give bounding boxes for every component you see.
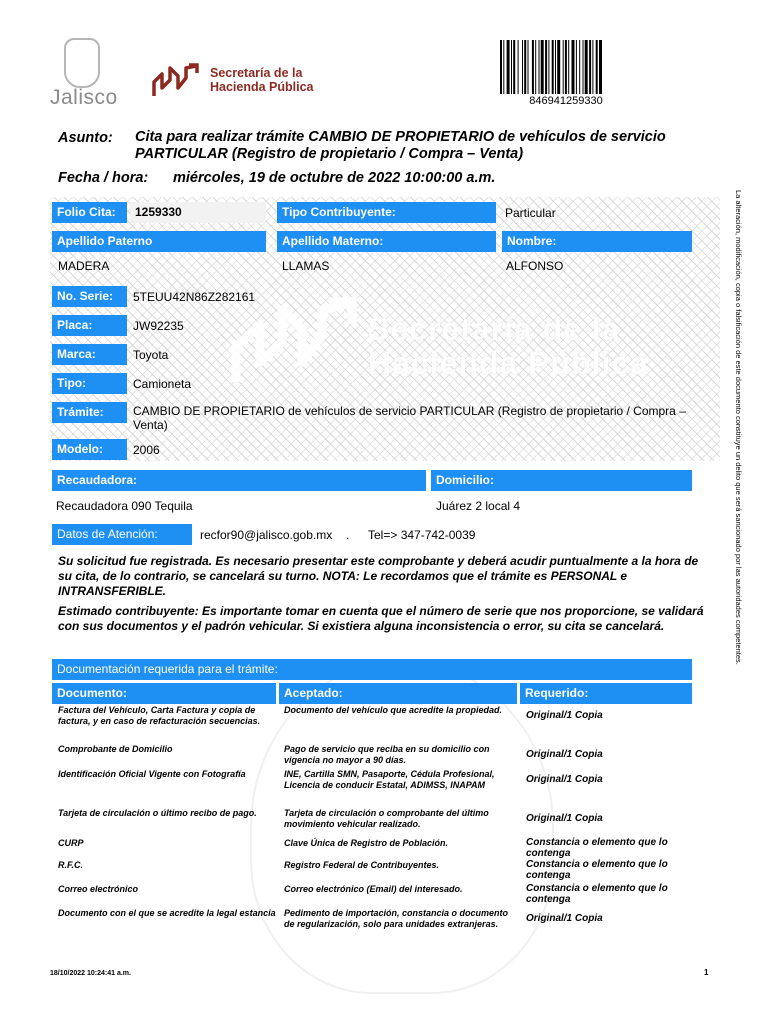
jalisco-wordmark: Jalisco	[50, 86, 118, 109]
barcode-bar	[500, 40, 502, 94]
asunto-label: Asunto:	[58, 130, 113, 146]
doc-row-aceptado: INE, Cartilla SMN, Pasaporte, Cédula Profesional, Licencia de conducir Estatal, ADIMSS, INAPAM	[284, 769, 495, 790]
doc-row-documento: Factura del Vehículo, Carta Factura y copia de factura, y en caso de refacturación secuencias.	[58, 705, 261, 726]
footer-timestamp: 18/10/2022 10:24:41 a.m.	[50, 970, 131, 977]
barcode-bar	[548, 40, 549, 94]
doc-row-aceptado: Correo electrónico (Email) del interesado.	[284, 884, 463, 894]
doc-row-documento: Correo electrónico	[58, 884, 139, 894]
tramite-value: CAMBIO DE PROPIETARIO de vehículos de servicio PARTICULAR (Registro de propietario / Compra – Venta)	[133, 404, 686, 432]
barcode	[500, 40, 632, 94]
barcode-bar	[524, 40, 526, 94]
doc-row-aceptado: Clave Única de Registro de Población.	[284, 838, 449, 848]
barcode-bar	[599, 40, 602, 94]
barcode-bar	[596, 40, 598, 94]
doc-row-documento: Comprobante de Domicilio	[58, 744, 173, 754]
docs-section-title: Documentación requerida para el trámite:	[52, 659, 692, 680]
apellido-materno-value: LLAMAS	[282, 259, 330, 273]
hacienda-line-1: Secretaría de la	[210, 66, 303, 80]
barcode-bar	[518, 40, 519, 94]
barcode-bar	[511, 40, 512, 94]
barcode-bar	[572, 40, 575, 94]
doc-row-aceptado: Registro Federal de Contribuyentes.	[284, 860, 440, 870]
barcode-bar	[541, 40, 544, 94]
barcode-bar	[576, 40, 577, 94]
barcode-bar	[565, 40, 567, 94]
doc-row-requerido: Original/1 Copia	[526, 813, 603, 824]
serie-label: No. Serie:	[52, 286, 127, 307]
barcode-bar	[507, 40, 510, 94]
doc-row-documento: Identificación Oficial Vigente con Fotografía	[58, 769, 246, 779]
footer-page-number: 1	[704, 968, 709, 977]
watermark-line-2: Hacienda Pública	[368, 345, 649, 381]
barcode-number: 846941259330	[529, 95, 603, 107]
registration-note: Su solicitud fue registrada. Es necesario presentar este comprobante y deberá acudir puntualmente a la hora de su cita, de lo contrario, se cancelará su turno. NOTA: Le recordamos que el trámite es PERSONAL e INTRANSFERIBLE.	[58, 554, 699, 598]
placa-label: Placa:	[52, 315, 127, 336]
hacienda-line-2: Hacienda Pública	[210, 80, 314, 94]
fecha-label: Fecha / hora:	[58, 170, 149, 186]
doc-row-requerido: Original/1 Copia	[526, 774, 603, 785]
tramite-label: Trámite:	[52, 402, 127, 423]
hacienda-logo	[152, 60, 332, 98]
barcode-bar	[589, 40, 591, 94]
barcode-bar	[583, 40, 584, 94]
docs-col-aceptado: Aceptado:	[279, 683, 517, 704]
atencion-phone: Tel=> 347-742-0039	[368, 528, 476, 542]
serial-validation-note: Estimado contribuyente: Es importante tomar en cuenta que el número de serie que nos proporcione, se validará con sus documentos y el padrón vehicular. Si existiera alguna inconsistencia o error, su cita se cancelará.	[58, 604, 704, 633]
marca-label: Marca:	[52, 344, 127, 365]
barcode-bar	[552, 40, 554, 94]
hacienda-chart-icon	[152, 62, 204, 98]
doc-row-requerido: Original/1 Copia	[526, 749, 603, 760]
nombre-value: ALFONSO	[506, 259, 564, 273]
doc-row-documento: Tarjeta de circulación o último recibo de pago.	[58, 808, 257, 818]
nombre-label: Nombre:	[502, 231, 692, 252]
barcode-bar	[535, 40, 536, 94]
doc-row-aceptado: Tarjeta de circulación o comprobante del último movimiento vehicular realizado.	[284, 808, 489, 829]
doc-row-documento: CURP	[58, 838, 84, 848]
barcode-bar	[568, 40, 569, 94]
watermark-wordmark	[368, 312, 649, 380]
side-legal-note	[732, 190, 744, 790]
doc-row-aceptado: Pago de servicio que reciba en su domicilio con vigencia no mayor a 90 días.	[284, 744, 490, 765]
doc-row-requerido: Constancia o elemento que lo contenga	[526, 883, 668, 905]
barcode-bar	[585, 40, 588, 94]
apellido-materno-label: Apellido Materno:	[277, 231, 496, 252]
barcode-bar	[579, 40, 580, 94]
recaudadora-label: Recaudadora:	[52, 470, 426, 491]
atencion-email[interactable]: recfor90@jalisco.gob.mx	[200, 528, 333, 542]
barcode-bar	[528, 40, 529, 94]
watermark-chart-icon	[230, 296, 360, 386]
fecha-value: miércoles, 19 de octubre de 2022 10:00:00 a.m.	[173, 170, 496, 186]
barcode-bar	[503, 40, 504, 94]
tipo-label: Tipo:	[52, 373, 127, 394]
doc-row-requerido: Original/1 Copia	[526, 710, 603, 721]
jalisco-crest-icon	[64, 38, 100, 88]
barcode-bar	[555, 40, 556, 94]
tipo-contribuyente-label: Tipo Contribuyente:	[277, 202, 496, 223]
doc-row-aceptado: Pedimento de importación, constancia o documento de regularización, solo para unidades extranjeras.	[284, 908, 509, 929]
docs-col-requerido: Requerido:	[520, 683, 692, 704]
apellido-paterno-value: MADERA	[58, 259, 110, 273]
jalisco-logo	[50, 38, 118, 110]
folio-label: Folio Cita:	[52, 202, 127, 223]
folio-value: 1259330	[130, 202, 266, 223]
barcode-bar	[539, 40, 540, 94]
doc-row-documento: R.F.C.	[58, 860, 84, 870]
serie-value: 5TEUU42N86Z282161	[133, 290, 256, 304]
placa-value: JW92235	[133, 319, 184, 333]
barcode-bar	[513, 40, 515, 94]
doc-row-aceptado: Documento del vehículo que acredite la propiedad.	[284, 705, 503, 715]
modelo-label: Modelo:	[52, 439, 127, 460]
tipo-value: Camioneta	[133, 377, 192, 391]
domicilio-value: Juárez 2 local 4	[436, 499, 521, 513]
asunto-text: Cita para realizar trámite CAMBIO DE PROPIETARIO de vehículos de servicio PARTICULAR (Registro de propietario / Compra – Venta)	[135, 129, 666, 162]
doc-row-requerido: Constancia o elemento que lo contenga	[526, 859, 668, 881]
barcode-bar	[545, 40, 547, 94]
docs-col-documento: Documento:	[52, 683, 276, 704]
recaudadora-value: Recaudadora 090 Tequila	[56, 499, 193, 513]
side-legal-note-text: La alteración, modificación, copia o falsificación de este documento constituye un delito que será sancionado por las autoridades competentes.	[734, 190, 743, 665]
watermark-line-1: Secretaría de la	[368, 311, 621, 347]
barcode-bar	[563, 40, 564, 94]
modelo-value: 2006	[133, 443, 160, 457]
hacienda-name	[210, 66, 314, 94]
barcode-bar	[557, 40, 560, 94]
apellido-paterno-label: Apellido Paterno	[52, 231, 266, 252]
atencion-label: Datos de Atención:	[52, 524, 192, 545]
atencion-separator: .	[346, 528, 350, 542]
doc-row-requerido: Constancia o elemento que lo contenga	[526, 837, 668, 859]
marca-value: Toyota	[133, 348, 169, 362]
barcode-bar	[592, 40, 593, 94]
doc-row-documento: Documento con el que se acredite la legal estancia	[58, 908, 276, 918]
doc-row-requerido: Original/1 Copia	[526, 913, 603, 924]
domicilio-label: Domicilio:	[431, 470, 692, 491]
barcode-bar	[522, 40, 523, 94]
barcode-bar	[532, 40, 534, 94]
tipo-contribuyente-value: Particular	[505, 206, 556, 220]
